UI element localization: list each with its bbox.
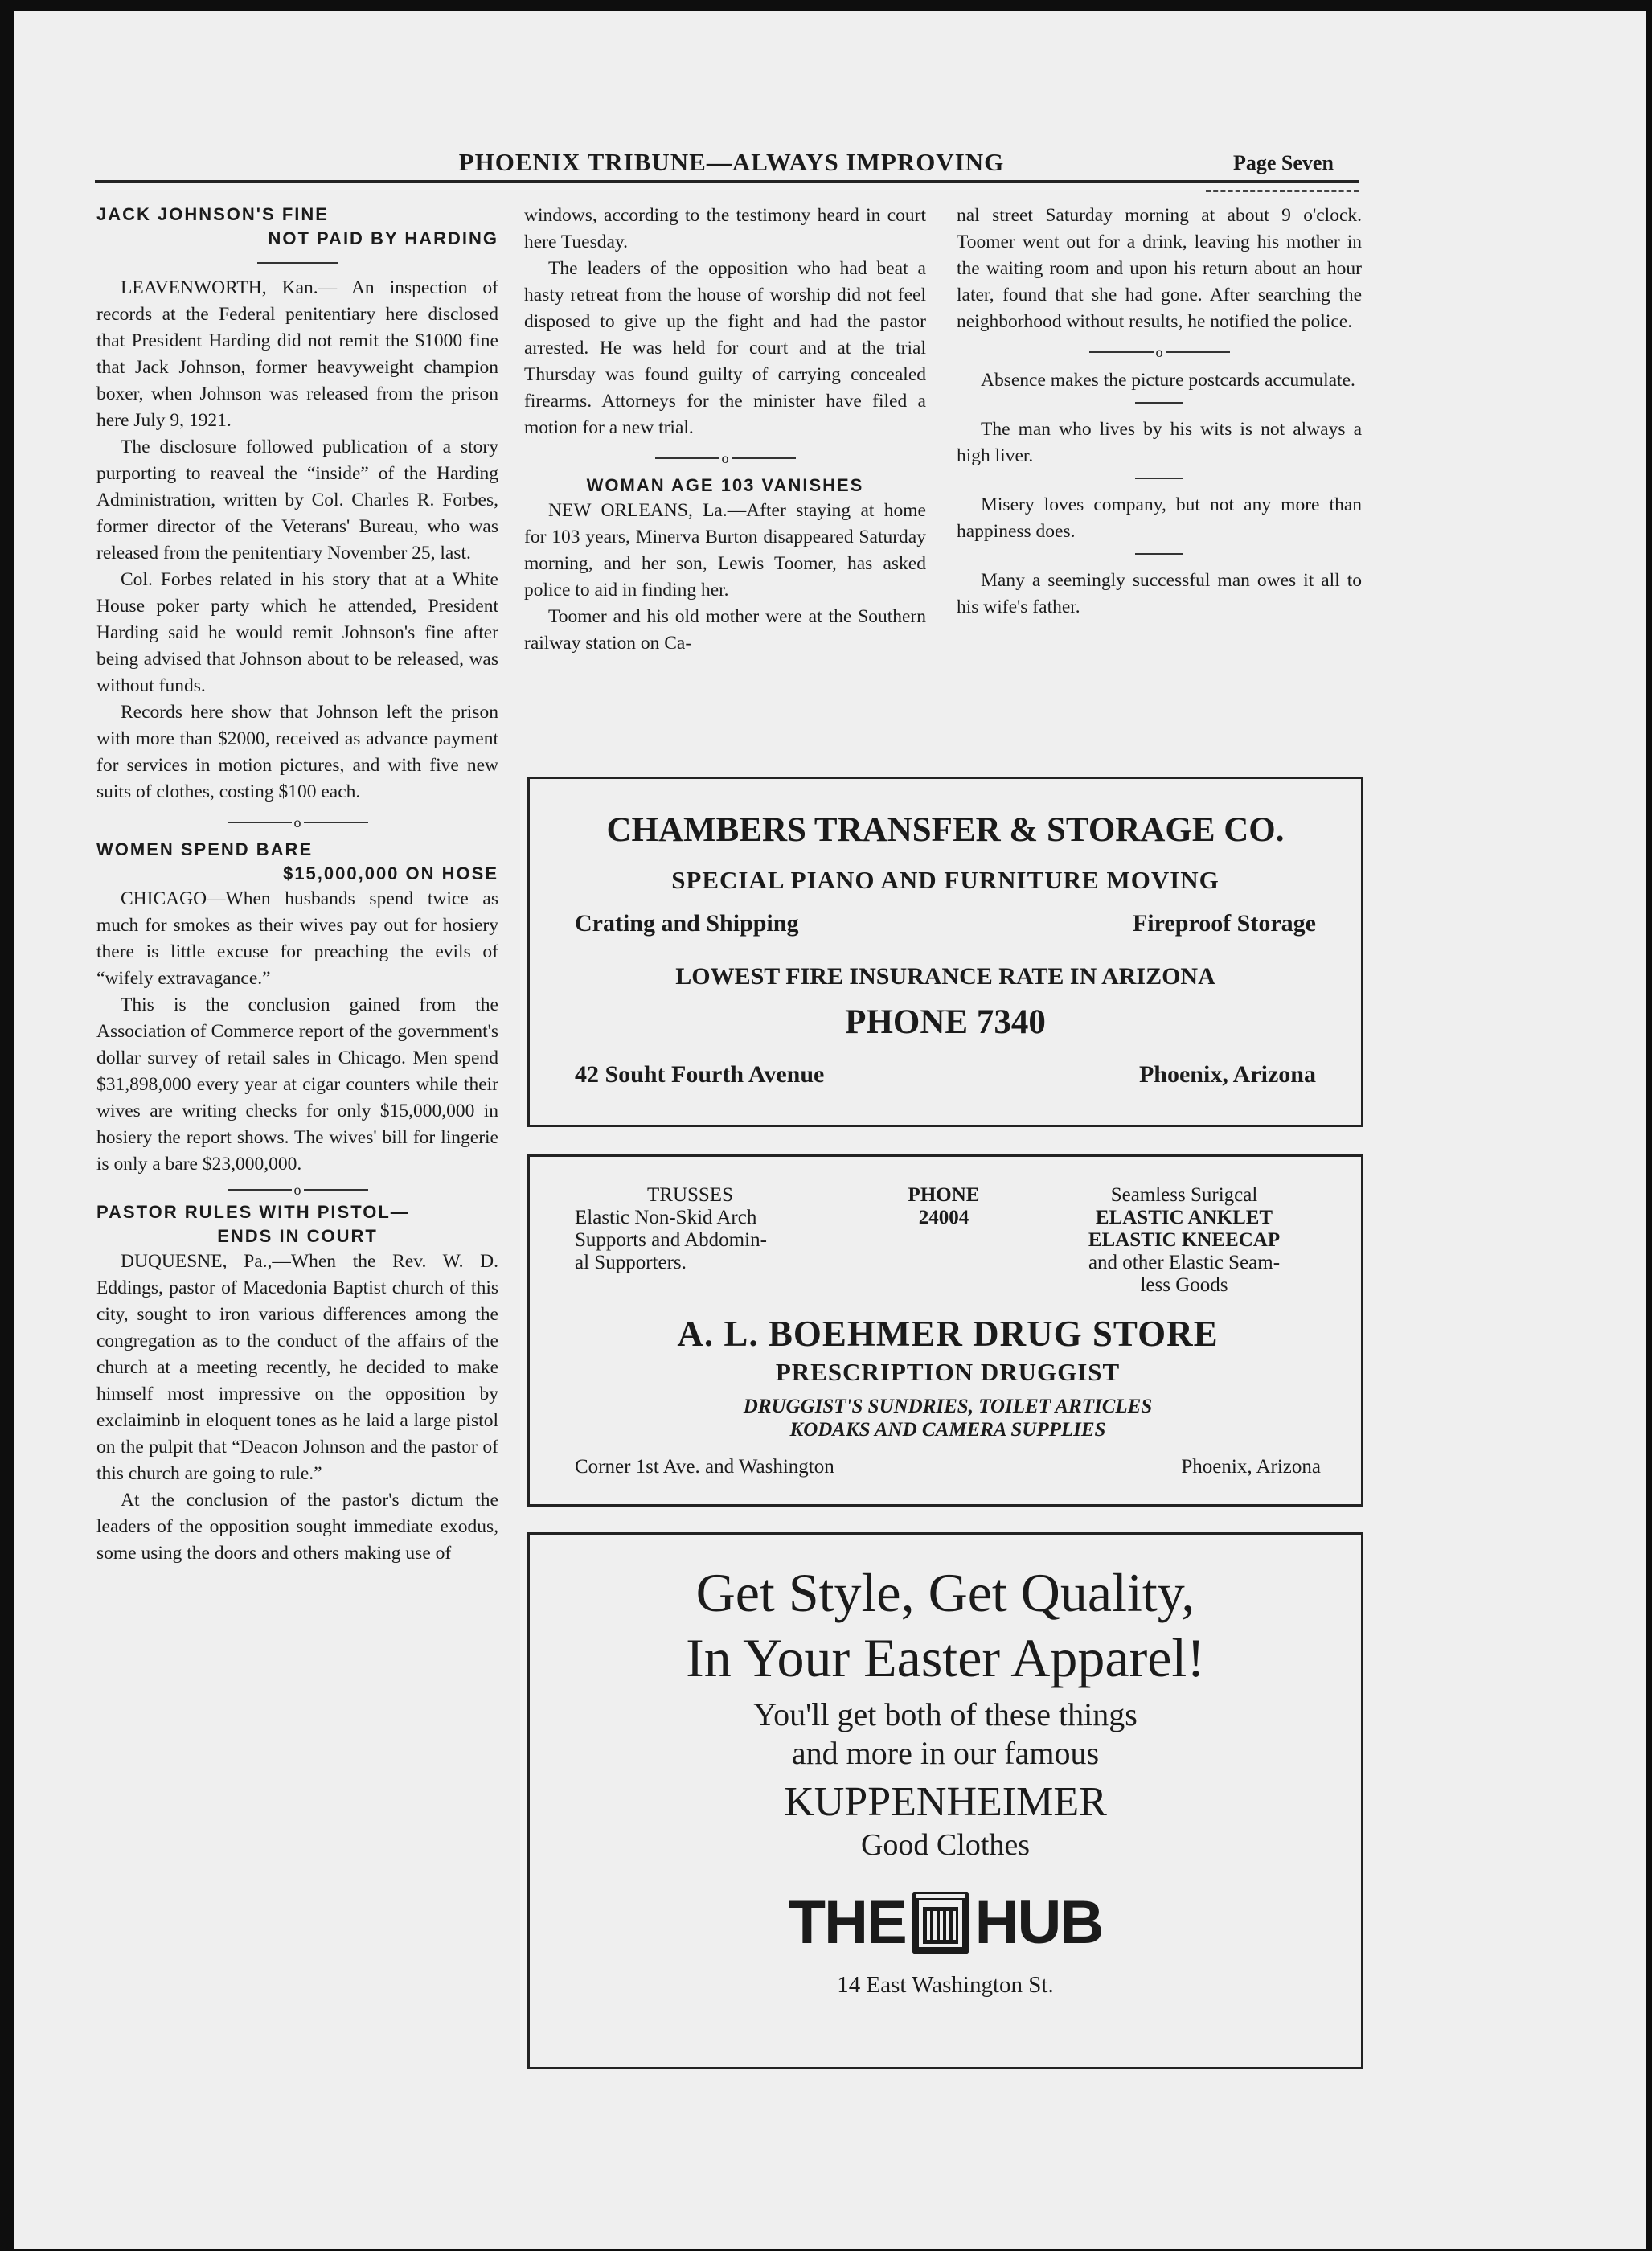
headline-woman-vanishes: WOMAN AGE 103 VANISHES bbox=[586, 474, 864, 495]
article-paragraph: nal street Saturday morning at about 9 o'clock. Toomer went out for a drink, leaving his mother in the waiting room and upon his return about an hour later, found that she had gone. After searching the neighborhood without results, he notified the police. bbox=[957, 205, 1362, 332]
ad-brand: KUPPENHEIMER bbox=[784, 1779, 1107, 1825]
ad-item-line: DRUGGIST'S SUNDRIES, TOILET ARTICLES bbox=[743, 1396, 1153, 1417]
ad-business-name: A. L. BOEHMER DRUG STORE bbox=[677, 1314, 1219, 1354]
ad-address-row bbox=[575, 1453, 1321, 1482]
ad-copy: You'll get both of these things bbox=[753, 1696, 1138, 1732]
ad-text-line: 24004 bbox=[918, 1207, 969, 1228]
article-paragraph: CHICAGO—When husbands spend twice as much for smokes as their wives pay out for hosiery there is little excuse for preaching the evils of “wifely extravagance.” bbox=[96, 888, 498, 989]
column-3 bbox=[957, 203, 1362, 621]
filler-divider bbox=[1135, 478, 1183, 479]
ad-address: 42 Souht Fourth Avenue bbox=[575, 1061, 825, 1088]
masthead-title: PHOENIX TRIBUNE—ALWAYS IMPROVING bbox=[458, 148, 1005, 176]
ad-phone-block bbox=[863, 1184, 1024, 1297]
ad-services-row bbox=[575, 906, 1316, 941]
ad-address: Corner 1st Ave. and Washington bbox=[575, 1456, 834, 1478]
ad-text-line: Seamless Surigcal bbox=[1110, 1184, 1258, 1206]
headline-women-spend bbox=[96, 838, 498, 886]
ad-elastic-block bbox=[1047, 1184, 1321, 1297]
ad-text-line: Supports and Abdomin- bbox=[575, 1229, 767, 1251]
article-paragraph: At the conclusion of the pastor's dictum the leaders of the opposition sought immediate exodus, some using the doors and others making use of bbox=[96, 1489, 498, 1564]
article-separator bbox=[96, 1178, 498, 1200]
masthead-rule bbox=[95, 180, 1359, 183]
masthead-dashed-rule bbox=[1206, 190, 1359, 192]
ad-subheading: SPECIAL PIANO AND FURNITURE MOVING bbox=[671, 866, 1220, 894]
ad-text-line: ELASTIC ANKLET bbox=[1095, 1207, 1273, 1228]
ad-the-hub bbox=[527, 1532, 1363, 2069]
headline-line: JACK JOHNSON'S FINE bbox=[96, 204, 329, 224]
headline-line: $15,000,000 ON HOSE bbox=[283, 863, 498, 884]
ad-brand-sub: Good Clothes bbox=[860, 1828, 1031, 1862]
ad-text-line: less Goods bbox=[1140, 1274, 1228, 1296]
column-2 bbox=[524, 203, 926, 657]
ad-trusses-block bbox=[575, 1184, 840, 1297]
page-number: Page Seven bbox=[1233, 151, 1334, 174]
headline-pastor-rules bbox=[96, 1200, 498, 1249]
article-paragraph: DUQUESNE, Pa.,—When the Rev. W. D. Eddings, pastor of Macedonia Baptist church of this city, sought to iron various differences among the congregation as to the conduct of the affairs of the church at a meeting recently, he decided to make himself most impressive on the opposition by exclaiminb in eloquent tones as he laid a large pistol on the pulpit that “Deacon Johnson and the pastor of this church are going to rule.” bbox=[96, 1250, 498, 1484]
headline-line: ENDS IN COURT bbox=[217, 1225, 378, 1246]
article-paragraph: LEAVENWORTH, Kan.— An inspection of records at the Federal penitentiary here disclosed that President Harding did not remit the $1000 fine that Jack Johnson, former heavyweight champion boxer, when Johnson was released from the prison here July 9, 1921. bbox=[96, 277, 498, 431]
ad-city: Phoenix, Arizona bbox=[1181, 1456, 1321, 1478]
article-separator bbox=[957, 340, 1362, 363]
headline-line: PASTOR RULES WITH PISTOL— bbox=[96, 1201, 410, 1222]
logo-text: HUB bbox=[974, 1888, 1103, 1957]
ad-address: 14 East Washington St. bbox=[837, 1972, 1054, 1998]
ad-text-line: Elastic Non-Skid Arch bbox=[575, 1207, 757, 1228]
filler-item: Misery loves company, but not any more than happiness does. bbox=[957, 494, 1362, 542]
ad-text-line: ELASTIC KNEECAP bbox=[1088, 1229, 1281, 1251]
the-hub-logo bbox=[530, 1887, 1361, 1959]
ad-text-line: and other Elastic Seam- bbox=[1088, 1252, 1281, 1273]
ad-text-line: TRUSSES bbox=[647, 1184, 733, 1206]
ad-chambers-transfer bbox=[527, 777, 1363, 1127]
filler-item: Many a seemingly successful man owes it all to his wife's father. bbox=[957, 569, 1362, 617]
article-paragraph: Toomer and his old mother were at the Southern railway station on Ca- bbox=[524, 605, 926, 654]
ad-service-left: Crating and Shipping bbox=[575, 910, 799, 937]
article-separator bbox=[96, 810, 498, 833]
article-separator bbox=[524, 446, 926, 469]
ad-subheading: PRESCRIPTION DRUGGIST bbox=[775, 1358, 1121, 1386]
ad-phone: PHONE 7340 bbox=[845, 1003, 1046, 1041]
separator-mark: o bbox=[293, 814, 301, 830]
filler-divider bbox=[1135, 553, 1183, 555]
article-paragraph: The disclosure followed publication of a story purporting to reaveal the “inside” of the Harding Administration, written by Col. Charles R. Forbes, former director of the Veterans' Bureau, who was released from the penitentiary November 25, last. bbox=[96, 437, 498, 564]
headline-jack-johnson bbox=[96, 203, 498, 251]
headline-line: NOT PAID BY HARDING bbox=[268, 228, 498, 248]
article-paragraph: windows, according to the testimony heard in court here Tuesday. bbox=[524, 205, 926, 252]
column-1 bbox=[96, 203, 498, 1567]
ad-item-line: KODAKS AND CAMERA SUPPLIES bbox=[789, 1419, 1106, 1441]
ad-text-line: PHONE bbox=[908, 1184, 980, 1206]
article-paragraph: The leaders of the opposition who had beat a hasty retreat from the house of worship did not feel disposed to give up the fight and had the pastor arrested. He was held for court and at the trial Thursday was found guilty of carrying concealed firearms. Attorneys for the minister have filed a motion for a new trial. bbox=[524, 258, 926, 438]
filler-item: Absence makes the picture postcards accumulate. bbox=[981, 369, 1355, 391]
headline-divider bbox=[257, 262, 338, 264]
article-paragraph: Col. Forbes related in his story that at a White House poker party which he attended, President Harding said he would remit Johnson's fine after being advised that Johnson about to be released, was without funds. bbox=[96, 569, 498, 696]
ad-service-right: Fireproof Storage bbox=[1132, 910, 1316, 937]
separator-mark: o bbox=[721, 449, 729, 466]
ad-headline: In Your Easter Apparel! bbox=[686, 1627, 1205, 1688]
logo-text: THE bbox=[788, 1888, 906, 1957]
ad-text-line: al Supporters. bbox=[575, 1252, 687, 1273]
filler-divider bbox=[1135, 402, 1183, 404]
ad-boehmer-drug-store bbox=[527, 1154, 1363, 1507]
article-paragraph: Records here show that Johnson left the prison with more than $2000, received as advance payment for services in motion pictures, and with five new suits of clothes, costing $100 each. bbox=[96, 702, 498, 802]
ad-address-row bbox=[575, 1057, 1316, 1093]
article-paragraph: NEW ORLEANS, La.—After staying at home for 103 years, Minerva Burton disappeared Saturday morning, and her son, Lewis Toomer, has asked police to aid in finding her. bbox=[524, 499, 926, 601]
separator-mark: o bbox=[293, 1181, 301, 1198]
ad-top-columns bbox=[575, 1184, 1321, 1297]
ad-business-name: CHAMBERS TRANSFER & STORAGE CO. bbox=[606, 811, 1285, 849]
ad-insurance-line: LOWEST FIRE INSURANCE RATE IN ARIZONA bbox=[675, 963, 1215, 990]
ad-headline: Get Style, Get Quality, bbox=[695, 1562, 1195, 1623]
separator-mark: o bbox=[1155, 343, 1163, 360]
headline-line: WOMEN SPEND BARE bbox=[96, 838, 314, 859]
storefront-icon bbox=[909, 1889, 972, 1957]
ad-copy: and more in our famous bbox=[791, 1735, 1100, 1771]
filler-item: The man who lives by his wits is not always a high liver. bbox=[957, 418, 1362, 466]
ad-city: Phoenix, Arizona bbox=[1138, 1061, 1316, 1088]
article-paragraph: This is the conclusion gained from the Association of Commerce report of the government's dollar survey of retail sales in Chicago. Men spend $31,898,000 every year at cigar counters while their wives are writing checks for only $15,000,000 in hosiery the report shows. The wives' bill for lingerie is only a bare $23,000,000. bbox=[96, 994, 498, 1175]
